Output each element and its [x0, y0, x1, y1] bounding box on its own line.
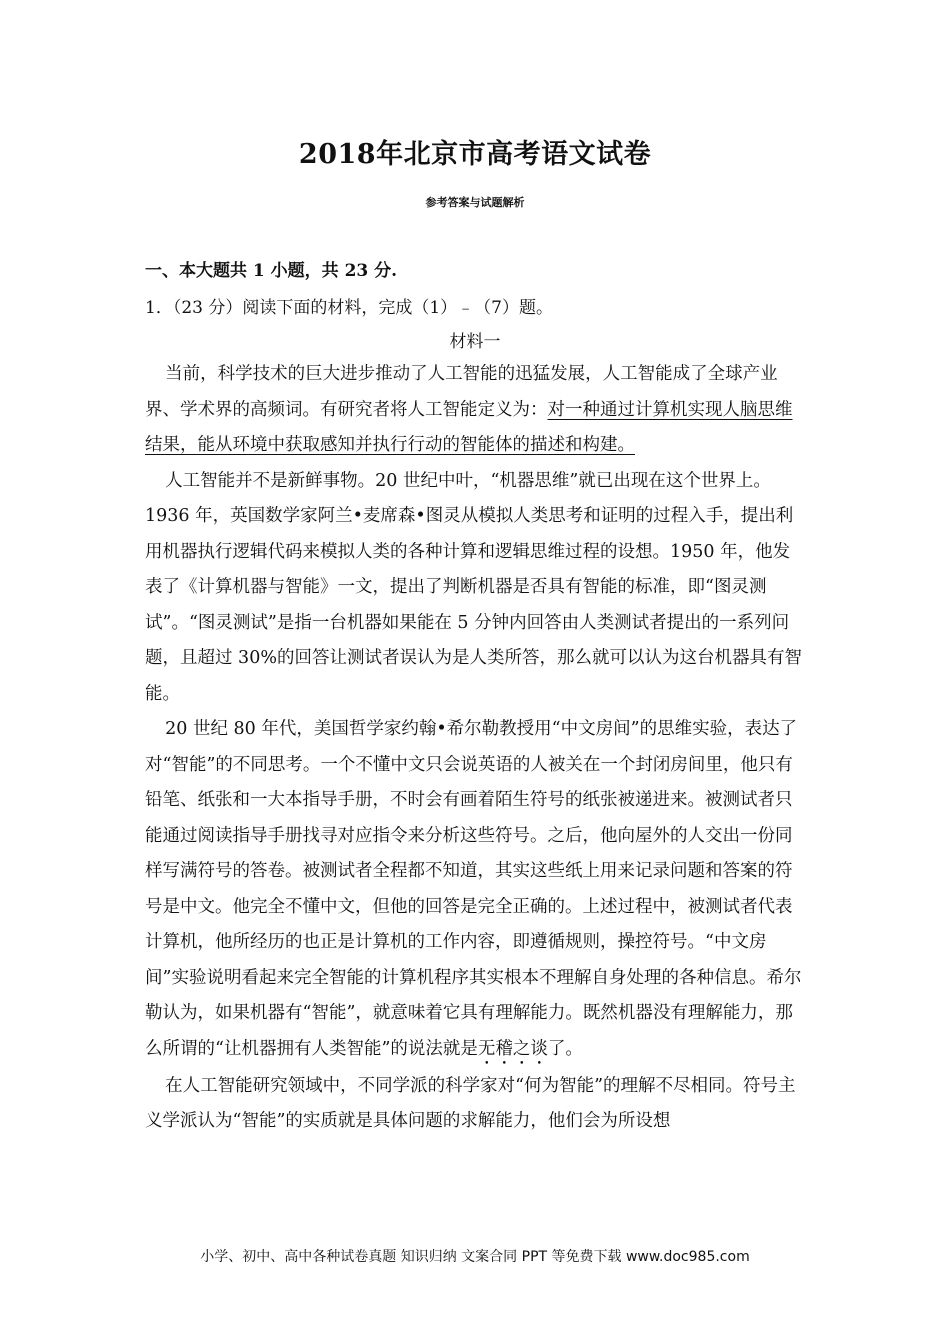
question-line: 1．（23 分）阅读下面的材料，完成（1）﹣（7）题。 — [145, 298, 553, 318]
paragraph-2: 人工智能并不是新鲜事物。20 世纪中叶，“机器思维”就已出现在这个世界上。1936 年，英国数学家阿兰•麦席森•图灵从模拟人类思考和证明的过程入手，提出利用机器执行逻辑代码来模拟人类的各种计算和逻辑思维过程的设想。1950 年，他发表了《计算机器与智能》一文，提出了判断机器是否具有智能的标准，即“图灵测试”。“图灵测试”是指一台机器如果能在 5 分钟内回答由人类测试者提出的一系列问题，且超过 30%的回答让测试者误认为是人类所答，那么就可以认为这台机器具有智能。 — [145, 470, 802, 704]
section-heading: 一、本大题共 1 小题，共 23 分. — [145, 261, 398, 281]
paragraph-3-end: 了。 — [547, 1038, 583, 1059]
paragraph-1 — [145, 357, 805, 464]
page-footer: 小学、初中、高中各种试卷真题 知识归纳 文案合同 PPT 等免费下载 www.doc985.com — [200, 1249, 750, 1265]
paragraph-3-text: 20 世纪 80 年代，美国哲学家约翰•希尔勒教授用“中文房间”的思维实验，表达了对“智能”的不同思考。一个不懂中文只会说英语的人被关在一个封闭房间里，他只有铅笔、纸张和一大本指导手册，不时会有画着陌生符号的纸张被递进来。被测试者只能通过阅读指导手册找寻对应指令来分析这些符号。之后，他向屋外的人交出一份同样写满符号的答卷。被测试者全程都不知道，其实这些纸上用来记录问题和答案的符号是中文。他完全不懂中文，但他的回答是完全正确的。上述过程中，被测试者代表计算机，他所经历的也正是计算机的工作内容，即遵循规则，操控符号。“中文房间”实验说明看起来完全智能的计算机程序其实根本不理解自身处理的各种信息。希尔勒认为，如果机器有“智能”，就意味着它具有理解能力。既然机器没有理解能力，那么所谓的“让机器拥有人类智能”的说法就是 — [145, 719, 802, 1059]
document-title: 2018年北京市高考语文试卷 — [298, 139, 652, 170]
material-heading: 材料一 — [449, 332, 501, 352]
document-subtitle: 参考答案与试题解析 — [425, 196, 525, 209]
emphasized-phrase: 无稽之谈 — [477, 1038, 548, 1059]
paragraph-1-text: 当前，科学技术的巨大进步推动了人工智能的迅猛发展，人工智能成了全球产业界、学术界的高频词。有研究者将人工智能定义为： — [145, 364, 778, 420]
paragraph-4: 在人工智能研究领域中，不同学派的科学家对“何为智能”的理解不尽相同。符号主义学派认为“智能”的实质就是具体问题的求解能力，他们会为所设想 — [145, 1075, 796, 1131]
paragraph-3 — [145, 712, 805, 1069]
passage — [145, 357, 805, 1140]
underlined-definition: 对一种通过计算机实现人脑思维结果，能从环境中获取感知并执行行动的智能体的描述和构建。 — [145, 399, 793, 455]
